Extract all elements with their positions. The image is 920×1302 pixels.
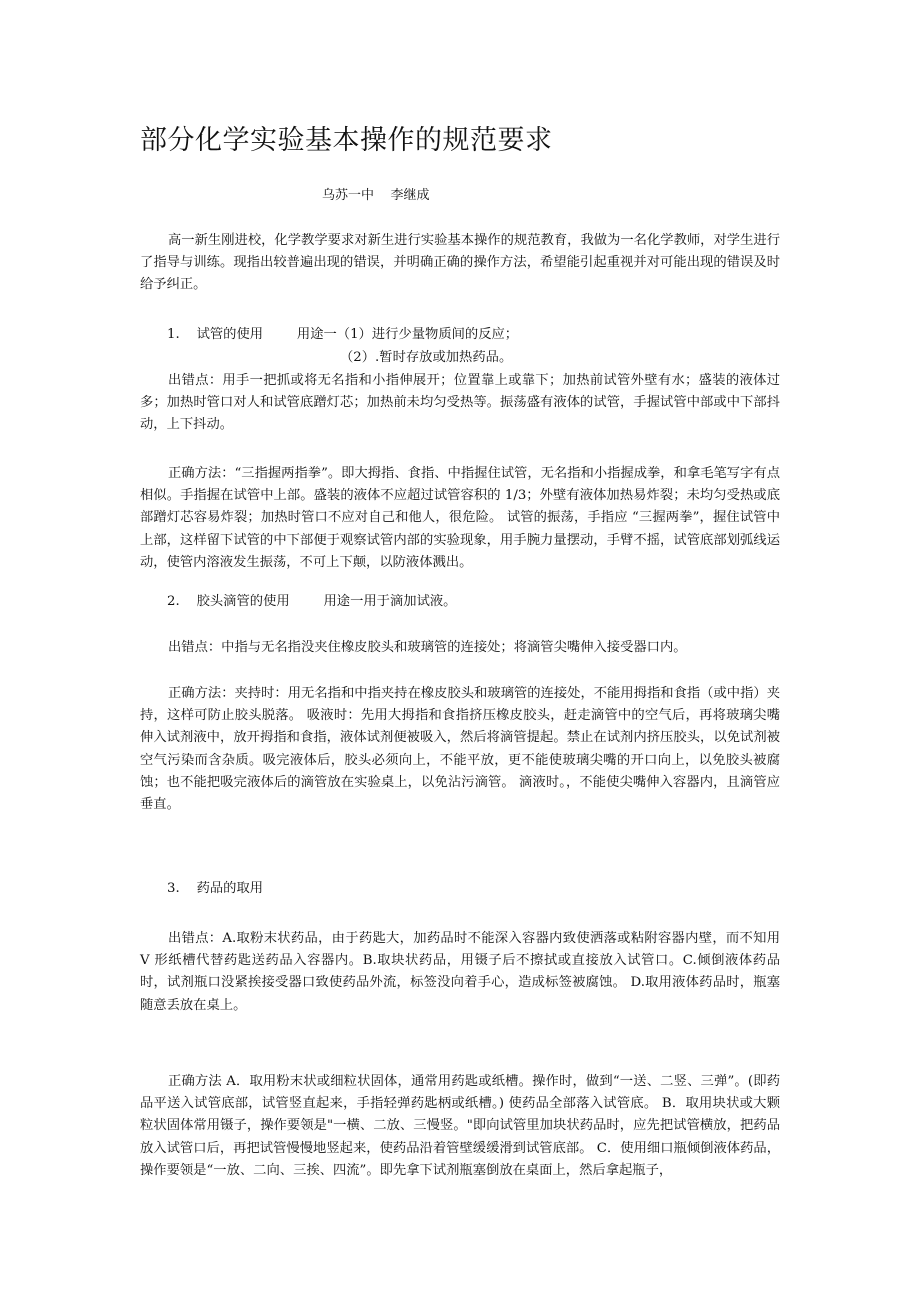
section-2-heading: 2. 胶头滴管的使用 用途一用于滴加试液。 (167, 594, 457, 609)
section-3-errors: 出错点：A.取粉末状药品，由于药匙大，加药品时不能深入容器内致使洒落或粘附容器内壁，而不知用 V 形纸槽代替药匙送药品入容器内。B.取块状药品，用镊子后不擦拭或直接放入试管口。C.倾倒液体药品时，试剂瓶口没紧挨接受器口致使药品外流，标签没向着手心，造成标签被腐蚀。 D.取用液体药品时，瓶塞随意丢放在桌上。 (140, 931, 780, 1013)
section-1-correct: 正确方法：“三指握两指拳”。即大拇指、食指、中指握住试管，无名指和小指握成拳，和拿毛笔写字有点相似。手指握在试管中上部。盛装的液体不应超过试管容积的 1/3；外壁有液体加热易炸裂；未均匀受热或底部蹭灯芯容易炸裂；加热时管口不应对自己和他人，很危险。 试管的振荡，手指应 “三握两拳”，握住试管中上部，这样留下试管的中下部便于观察试管内部的实验现象，用手腕力量摆动，手臂不摇，试管底部划弧线运动，使管内溶液发生振荡，不可上下颠，以防液体溅出。 (140, 466, 780, 570)
intro-paragraph: 高一新生刚进校，化学教学要求对新生进行实验基本操作的规范教育，我做为一名化学教师，对学生进行了指导与训练。现指出较普遍出现的错误，并明确正确的操作方法，希望能引起重视并对可能出现的错误及时给予纠正。 (140, 233, 780, 293)
page-title: 部分化学实验基本操作的规范要求 (140, 125, 553, 156)
author-line: 乌苏一中 李继成 (322, 188, 430, 203)
section-1-heading-cont: （2）.暂时存放或加热药品。 (340, 350, 513, 365)
section-2-correct: 正确方法：夹持时：用无名指和中指夹持在橡皮胶头和玻璃管的连接处，不能用拇指和食指（或中指）夹持，这样可防止胶头脱落。 吸液时：先用大拇指和食指挤压橡皮胶头，赶走滴管中的空气后，再将玻璃尖嘴伸入试剂液中，放开拇指和食指，液体试剂便被吸入，然后将滴管提起。禁止在试剂内挤压胶头，以免试剂被空气污染而含杂质。吸完液体后，胶头必须向上，不能平放，更不能使玻璃尖嘴的开口向上，以免胶头被腐蚀；也不能把吸完液体后的滴管放在实验桌上，以免沾污滴管。 滴液时。，不能使尖嘴伸入容器内，且滴管应垂直。 (140, 686, 780, 813)
section-3-correct: 正确方法 A．取用粉末状或细粒状固体，通常用药匙或纸槽。操作时，做到“一送、二竖、三弹”。(即药品平送入试管底部，试管竖直起来，手指轻弹药匙柄或纸槽。) 使药品全部落入试管底。 B．取用块状或大颗粒状固体常用镊子，操作要领是"一横、二放、三慢竖。"即向试管里加块状药品时，应先把试管横放，把药品放入试管口后，再把试管慢慢地竖起来，使药品沿着管壁缓缓滑到试管底部。 C．使用细口瓶倾倒液体药品，操作要领是“一放、二向、三挨、四流”。即先拿下试剂瓶塞倒放在桌面上，然后拿起瓶子， (140, 1074, 780, 1178)
section-1-errors: 出错点：用手一把抓或将无名指和小指伸展开；位置靠上或靠下；加热前试管外壁有水；盛装的液体过多；加热时管口对人和试管底蹭灯芯；加热前未均匀受热等。振荡盛有液体的试管，手握试管中部或中下部抖动，上下抖动。 (140, 373, 780, 433)
section-3-heading: 3. 药品的取用 (167, 881, 264, 896)
section-1-heading: 1. 试管的使用 用途一（1）进行少量物质间的反应； (167, 327, 519, 342)
section-2-errors: 出错点：中指与无名指没夹住橡皮胶头和玻璃管的连接处；将滴管尖嘴伸入接受器口内。 (168, 640, 687, 655)
